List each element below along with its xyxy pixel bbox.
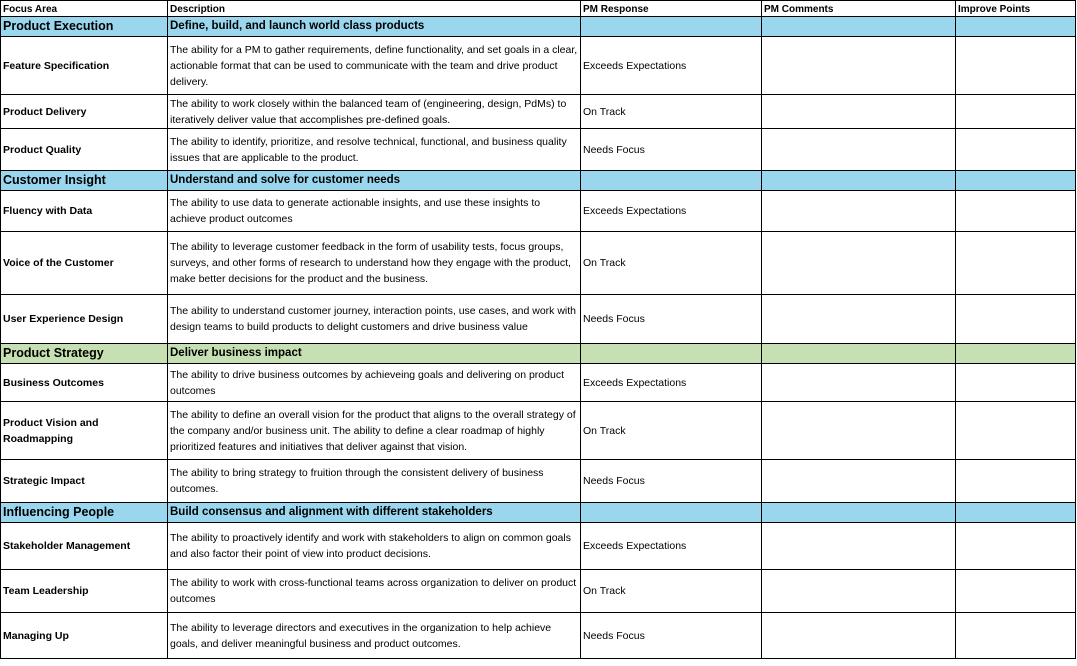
pm-response-cell[interactable]: Needs Focus [581,129,762,171]
pm-response-cell[interactable]: Exceeds Expectations [581,37,762,95]
pm-comments-cell[interactable] [762,402,956,460]
table-row [1,613,1076,659]
improve-points-cell[interactable] [956,523,1076,570]
section-title[interactable]: Product Strategy [1,344,168,364]
table-row [1,191,1076,232]
header-pm-response[interactable]: PM Response [581,1,762,17]
focus-area-cell[interactable]: Business Outcomes [1,364,168,402]
pm-response-cell[interactable]: On Track [581,402,762,460]
pm-comments-cell[interactable] [762,191,956,232]
pm-comments-cell[interactable] [762,129,956,171]
section-title[interactable]: Customer Insight [1,171,168,191]
pm-comments-cell[interactable] [762,523,956,570]
header-pm-comments[interactable]: PM Comments [762,1,956,17]
pm-response-cell[interactable]: On Track [581,570,762,613]
improve-points-cell[interactable] [956,37,1076,95]
section-cell[interactable] [762,171,956,191]
improve-points-cell[interactable] [956,191,1076,232]
section-cell[interactable] [581,503,762,523]
description-cell[interactable]: The ability to leverage directors and executives in the organization to help achieve goals, and deliver meaningful business and product outcomes. [168,613,581,659]
table-row [1,37,1076,95]
pm-response-cell[interactable]: On Track [581,232,762,295]
section-row [1,17,1076,37]
section-cell[interactable] [581,344,762,364]
section-row [1,344,1076,364]
improve-points-cell[interactable] [956,232,1076,295]
section-cell[interactable] [956,503,1076,523]
pm-response-cell[interactable]: Needs Focus [581,295,762,344]
pm-comments-cell[interactable] [762,460,956,503]
header-description[interactable]: Description [168,1,581,17]
description-cell[interactable]: The ability to bring strategy to fruition through the consistent delivery of business outcomes. [168,460,581,503]
table-row [1,570,1076,613]
description-cell[interactable]: The ability to work closely within the balanced team of (engineering, design, PdMs) to iteratively deliver value that accomplishes pre-defined goals. [168,95,581,129]
table-row [1,402,1076,460]
pm-response-cell[interactable]: Exceeds Expectations [581,523,762,570]
description-cell[interactable]: The ability to leverage customer feedback in the form of usability tests, focus groups, surveys, and other forms of research to understand how they engage with the product, make better decisions for the product and the business. [168,232,581,295]
section-description[interactable]: Define, build, and launch world class products [168,17,581,37]
section-title[interactable]: Influencing People [1,503,168,523]
focus-area-cell[interactable]: Fluency with Data [1,191,168,232]
pm-comments-cell[interactable] [762,613,956,659]
table-row [1,232,1076,295]
description-cell[interactable]: The ability for a PM to gather requirements, define functionality, and set goals in a clear, actionable format that can be used to communicate with the team and drive product delivery. [168,37,581,95]
focus-area-cell[interactable]: Product Delivery [1,95,168,129]
table-row [1,295,1076,344]
improve-points-cell[interactable] [956,364,1076,402]
header-focus-area[interactable]: Focus Area [1,1,168,17]
section-cell[interactable] [956,344,1076,364]
header-improve-points[interactable]: Improve Points [956,1,1076,17]
improve-points-cell[interactable] [956,402,1076,460]
pm-comments-cell[interactable] [762,570,956,613]
improve-points-cell[interactable] [956,95,1076,129]
pm-comments-cell[interactable] [762,364,956,402]
focus-area-cell[interactable]: Feature Specification [1,37,168,95]
section-cell[interactable] [581,171,762,191]
section-description[interactable]: Understand and solve for customer needs [168,171,581,191]
focus-area-cell[interactable]: Stakeholder Management [1,523,168,570]
table-row [1,95,1076,129]
section-cell[interactable] [581,17,762,37]
table-row [1,523,1076,570]
pm-comments-cell[interactable] [762,295,956,344]
description-cell[interactable]: The ability to use data to generate actionable insights, and use these insights to achieve product outcomes [168,191,581,232]
header-row [1,1,1076,17]
pm-response-cell[interactable]: On Track [581,95,762,129]
improve-points-cell[interactable] [956,295,1076,344]
section-description[interactable]: Build consensus and alignment with different stakeholders [168,503,581,523]
focus-area-cell[interactable]: Product Vision and Roadmapping [1,402,168,460]
table-row [1,460,1076,503]
focus-area-cell[interactable]: Team Leadership [1,570,168,613]
improve-points-cell[interactable] [956,570,1076,613]
section-title[interactable]: Product Execution [1,17,168,37]
description-cell[interactable]: The ability to drive business outcomes by achieveing goals and delivering on product outcomes [168,364,581,402]
section-cell[interactable] [762,17,956,37]
focus-area-cell[interactable]: Voice of the Customer [1,232,168,295]
improve-points-cell[interactable] [956,460,1076,503]
section-cell[interactable] [956,171,1076,191]
section-row [1,171,1076,191]
pm-comments-cell[interactable] [762,232,956,295]
section-cell[interactable] [956,17,1076,37]
section-cell[interactable] [762,503,956,523]
improve-points-cell[interactable] [956,129,1076,171]
improve-points-cell[interactable] [956,613,1076,659]
description-cell[interactable]: The ability to define an overall vision for the product that aligns to the overall strategy of the company and/or business unit. The ability to define a clear roadmap of highly prioritized features and initiatives that deliver against that vision. [168,402,581,460]
pm-comments-cell[interactable] [762,95,956,129]
description-cell[interactable]: The ability to work with cross-functional teams across organization to deliver on product outcomes [168,570,581,613]
section-description[interactable]: Deliver business impact [168,344,581,364]
table-row [1,129,1076,171]
pm-response-cell[interactable]: Exceeds Expectations [581,364,762,402]
section-row [1,503,1076,523]
pm-response-cell[interactable]: Needs Focus [581,460,762,503]
focus-area-cell[interactable]: Product Quality [1,129,168,171]
description-cell[interactable]: The ability to understand customer journey, interaction points, use cases, and work with design teams to build products to delight customers and drive business value [168,295,581,344]
pm-response-cell[interactable]: Needs Focus [581,613,762,659]
section-cell[interactable] [762,344,956,364]
description-cell[interactable]: The ability to proactively identify and work with stakeholders to align on common goals and also factor their point of view into product decisions. [168,523,581,570]
focus-area-cell[interactable]: User Experience Design [1,295,168,344]
pm-response-cell[interactable]: Exceeds Expectations [581,191,762,232]
pm-comments-cell[interactable] [762,37,956,95]
description-cell[interactable]: The ability to identify, prioritize, and resolve technical, functional, and business quality issues that are applicable to the product. [168,129,581,171]
table-row [1,364,1076,402]
focus-area-cell[interactable]: Managing Up [1,613,168,659]
focus-area-cell[interactable]: Strategic Impact [1,460,168,503]
